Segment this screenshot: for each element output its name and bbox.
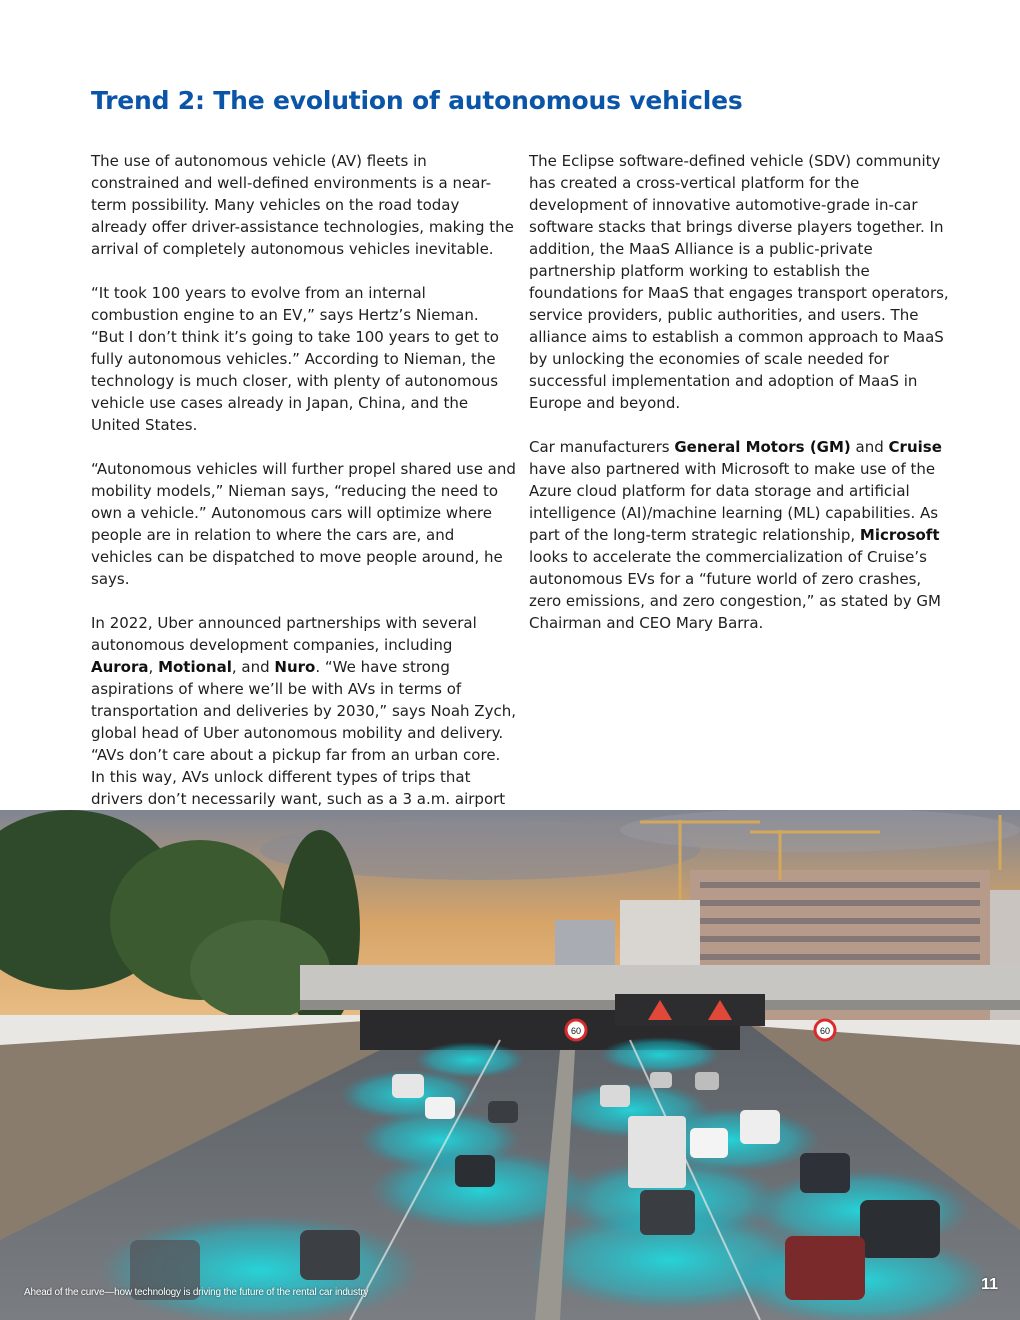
company-nuro: Nuro	[274, 658, 316, 676]
overhead-sign-gantry	[615, 994, 765, 1026]
paragraph: The Eclipse software-defined vehicle (SDV) community has created a cross-vertical platform for the development of innovative automotive-grade in-car software stacks that brings diverse players together. In addition, the MaaS Alliance is a public-private partnership platform working to establish the foundations for MaaS that engages transport operators, service providers, public authorities, and users. The alliance aims to establish a common approach to MaaS by unlocking the economies of scale needed for successful implementation and adoption of MaaS in Europe and beyond.	[529, 152, 949, 412]
company-motional: Motional	[158, 658, 232, 676]
paragraph	[91, 612, 516, 832]
text-run: ,	[148, 658, 159, 676]
paragraph: “It took 100 years to evolve from an internal combustion engine to an EV,” says Hertz’s Nieman. “But I don’t think it’s going to take 100 years to get to fully autonomous vehicles.” According to Nieman, the technology is much closer, with plenty of autonomous vehicle use cases already in Japan, China, and the United States.	[91, 284, 499, 434]
speed-limit-value: 60	[570, 1026, 582, 1036]
speed-limit-sign-right	[815, 1020, 835, 1040]
autonomous-traffic-photo	[0, 810, 1020, 1320]
footer-publication-title: Ahead of the curve—how technology is driving the future of the rental car industry	[24, 1287, 369, 1298]
page-title: Trend 2: The evolution of autonomous vehicles	[91, 86, 743, 115]
company-aurora: Aurora	[91, 658, 149, 676]
text-run: have also partnered with Microsoft to make use of the Azure cloud platform for data storage and artificial intelligence (AI)/machine learning (ML) capabilities. As part of the long-term strategic relationship,	[529, 460, 939, 544]
photo-illustration	[0, 810, 1020, 1320]
speed-limit-sign-left	[566, 1020, 586, 1040]
right-column	[529, 150, 949, 656]
text-run: looks to accelerate the commercialization of Cruise’s autonomous EVs for a “future world of zero crashes, zero emissions, and zero congestion,” as stated by GM Chairman and CEO Mary Barra.	[529, 548, 941, 632]
company-cruise: Cruise	[888, 438, 942, 456]
paragraph	[529, 436, 949, 634]
company-microsoft: Microsoft	[859, 526, 940, 544]
text-run: . “We have strong aspirations of where we’ll be with AVs in terms of transportation and deliveries by 2030,” says Noah Zych, global head of Uber autonomous mobility and delivery. “AVs don’t care about a pickup far from an urban core. In this way, AVs unlock different types of trips that drivers don’t necessarily want, such as a 3 a.m. airport	[91, 658, 516, 808]
company-gm: General Motors (GM)	[674, 438, 851, 456]
text-run: and	[850, 438, 889, 456]
left-column	[91, 150, 516, 854]
speed-limit-value: 60	[819, 1026, 831, 1036]
text-run: , and	[231, 658, 275, 676]
text-run: Car manufacturers	[529, 438, 675, 456]
text-run: In 2022, Uber announced partnerships with several autonomous development companies, including	[91, 614, 477, 654]
paragraph: “Autonomous vehicles will further propel shared use and mobility models,” Nieman says, “reducing the need to own a vehicle.” Autonomous cars will optimize where people are in relation to where the cars are, and vehicles can be dispatched to move people around, he says.	[91, 460, 516, 588]
paragraph: The use of autonomous vehicle (AV) fleets in constrained and well-defined environments is a near-term possibility. Many vehicles on the road today already offer driver-assistance technologies, making the arrival of completely autonomous vehicles inevitable.	[91, 152, 514, 258]
page-number: 11	[981, 1276, 998, 1293]
